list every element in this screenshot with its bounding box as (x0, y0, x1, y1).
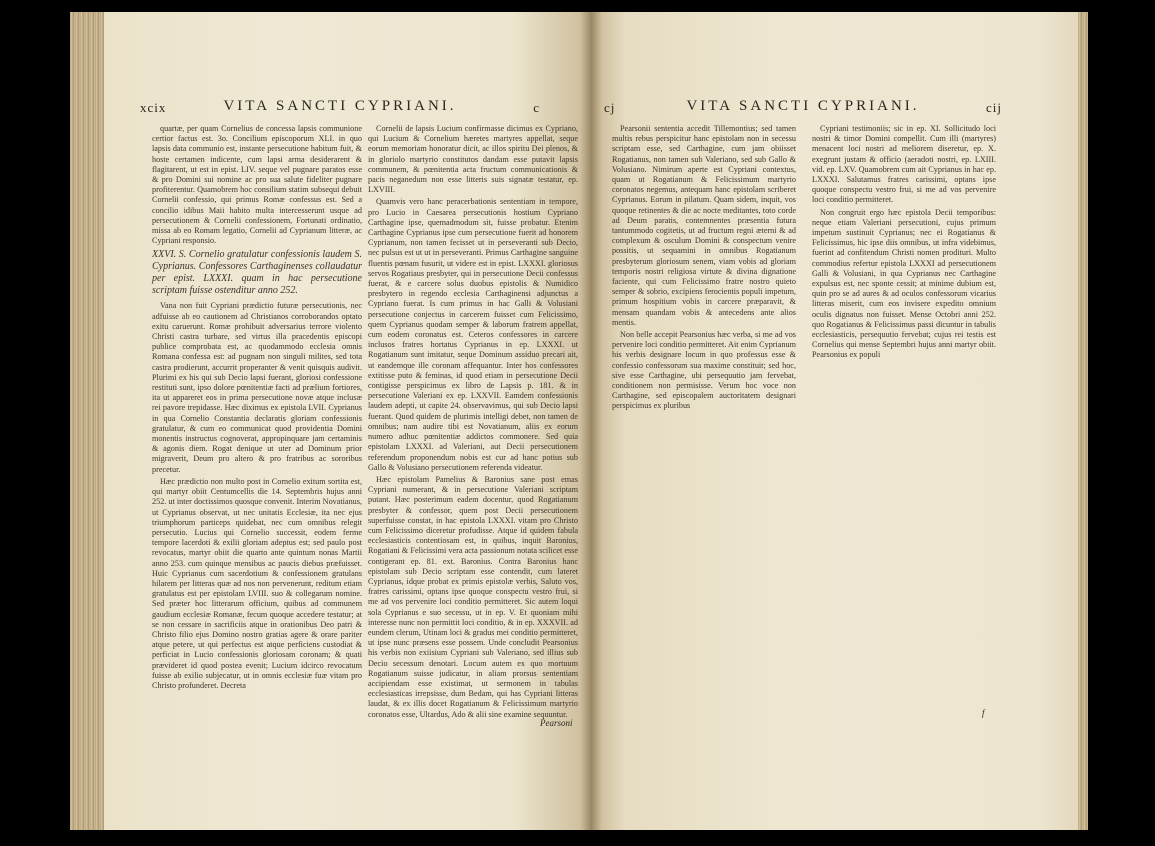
paragraph: Cornelii de lapsis Lucium confirmasse dicimus ex Cypriano, qui Lucium & Cornelium hæretes martyres appellat, seque eorum memoriam honoratur dicit, ac illos spiritu Dei plenos, & in gloriolo martyrio constitutos dandam esse putavit lapsis communem, & pœnitentia acta fructum communicationis & pacis neganedum non esse litteris suis signatæ testatur, ep. LXVIII. (368, 124, 578, 195)
paragraph: Cypriani testimoniis; sic in ep. XI. Sollicitudo loci nostri & timor Domini compellit. Cum illi (martyres) menacent loci nostri ad meliorem diseretur, ep. X. exegrunt justam & officio (aeradoti nostri, ep. LXIII. vid. ep. LXV. Quamobrem cum ait Cyprianus in hac ep. LXXXI. Salutamus fratres carissimi, optans ipse quoque conspectu vestro frui, si me ad vos pervenire loci conditio permitteret. (812, 124, 996, 205)
text-column-1 (152, 124, 362, 693)
page-number: xcix (140, 100, 167, 115)
running-title: VITA SANCTI CYPRIANI. (686, 98, 920, 114)
page-number-left: cj (604, 100, 616, 115)
signature-mark: f (982, 708, 985, 718)
paragraph: Pearsonii sententia accedit Tillemontius; sed tamen multis rebus perspicitur hanc epistolam non in secessu scriptam esse, sed Carthagine, cum jam obiisset Rogatianus, non tamen sub Valeriano, sed sub Gallo & Volusiano. Nimirum aperte est Cypriani contextus, quam ut Rogatianum & Felicissimum martyrio coronatos negemus, antequam hanc epistolam scriberet Cyprianus. Eorum in pilatum. Quam sidem, inquit, vos quoque retinentes & die ac nocte meditantes, toto corde ad Deum paratis, contemnentes præsentia futura tantummodo cogitetis, ut ad fructum regni æterni & ad complexum & osculum Domini & conspectum venire possitis, ut sequamini in omnibus Rogatianum presbyterum gloriosum senem, viam vobis ad gloriam temporis nostri religiosa virtute & divina dignatione faciente, qui cum Felicissimo fratre nostro quieto semper & sobrio, excipiens ferocientis populi impetum, primum hospitium vobis in carcere præparavit, & mensam quandam vobis & antecedens ante alios mentis. (612, 124, 796, 327)
paragraph: Quamvis vero hanc peracerbationis sententiam in tempore, pro Lucio in Caesarea persecutionis hostium Cypriano Carthagine ipse, quemadmodum sit, fuisse probatur. Etenim Carthagine Cyprianus ipse cum persecutione fuerit ad honorem Cyprianum, non tamen fecisset ut in perseveranti sub Decio, nec pulsus est ut ut in perseveranti. Primus Carthagine sanguine fluentis pœnam fusurit, ut videre est in epist. LXXXI. gloriosus servos Rogatiaus presbyter, qui in persecutione Decii confessus fuerat, & e carcere solus duobus epistolis & Numidico presbytero in regendo ecclesia Carthaginensi adjunctus a Cypriano fuerat. Is cum primus in hac Galli & Volusiani persecutione conjectus in carcerem fuisset cum Felicissimo, quem Cyprianus quodam semper & laborum fratrem appellat, cum eodem coronatus est. Ceteros confessores in carcere inclusos fratres hortatus Cyprianus in ep. LXXXI. ut Rogatianum sunt imitatur, seque Dominum assiduo precari ait, ut eandemque ille coronam affequantur. Inter hos confessores extitisse puto & feminas, id quod etiam in persecutione Decii contigisse perspicimus ex libro de Lapsis p. 181. & in persecutione Valeriani ex ep. LXXVII. Eamdem confessionis laudem adepti, ut capite 24. observavimus, qui sub Decio lapsi fuerant. Quod quidem de plurimis intelligi debet, non tamen de omnibus; nam audire tibi est Novatianum, aliis ex eorum numero adhuc pœnitentiæ addictos commonere. Sed quia epistolam LXXXI. ad Valeriani, aut Decii persecutionem referendum proponendum nobis est cur ad hanc potius sub Gallo & Volusiano persecutionem referenda videatur. (368, 197, 578, 472)
paragraph: Hæc epistolam Pamelius & Baronius sane post emas Cypriani numerant, & in persecutione Valeriani scriptam putant. Hæc posterimum eadem docentur, quod Rogatianum presbyter & confessor, quem post Decii persecutionem superfuisse constat, in hac epistola LXXXI. vitam pro Christo cum Felicissimo diceretur profudisse. Atque id quidem fabula ecclesiasticis contentiosam est, in quibus, inquit Baronius, Rogatiani & Felicissimi vera acta passionum notata scilicet esse contigerant ep. 81. ext. Baronius. Contra Baronius hanc epistolam sub Decio scriptam esse contendit, cum lateret Cyprianus, idque probat ex primis epistolæ verbis, Saluto vos, fratres carissimi, optans ipse quoque conspectu vestro frui, si me ad vos pervenire loci conditio permitteret. Sic autem loqui sola Cyprianus e suo secessu, ut in ep. V. Et quoniam mihi interesse nunc non permittit loci conditio, & in ep. XXXVII. ad eundem clerum, Utinam loci & gradus mei conditio permitteret, ut ipse nunc præsens esse possem. Unde concludit Pearsonius his verbis non exiisium Cypriani sub Valeriano, sed illius sub Decio secessum denotari. Locum autem ex quo mortuum Rogatianum suisse judicatur, in aliam prorsus sententiam accipiendam esse existimat, ut sermonem in tabulas ecclesiasticas irrepsisse, dum Bedam, qui has Cypriani litteras laudat, & ex illis docet Rogatianum & Felicissimum martyrio coronatos esse, Ultardus, Ado & alii sine examine sequuntur. (368, 474, 578, 719)
section-heading: XXVI. S. Cornelio gratulatur confessionis laudem S. Cyprianus. Confessores Carthaginenses collaudatur per epist. LXXXI. quam in hac persecutione scriptam fuisse ostenditur anno 252. (152, 249, 362, 297)
page-edges (70, 12, 104, 830)
open-book (70, 12, 1088, 830)
left-page (70, 12, 590, 830)
text-column-2 (812, 124, 996, 363)
right-header (604, 98, 1002, 118)
signature-mark: c (533, 100, 540, 115)
right-page (590, 12, 1088, 830)
page-number: cij (986, 100, 1002, 115)
paragraph: Hæc prædictio non multo post in Cornelio exitum sortita est, qui martyr obiit Centumcellis die 14. Septembris hujus anni 252. ut inter doctissimos quosque convenit. Interim Novatianus, ut Cyprianus observat, ut nec unitatis Ecclesiæ, ita nec ejus triumphorum particeps quidebat, nec cum omnibus relegit persecutio. Lucius qui Cornelio successit, eodem ferme tempore lacerdoti & exilii gloriam adeptus est; sed paulo post revocatus, martyr obiit die quarto ante quintum nonas Martii anno 253. cum quinque mensibus ac paucis diebus præfuisset. Huic Cyprianus cum sacerdotium & confessionem gratulans hilarem per litteras quæ ad nos non pervenerunt, reditum etiam gratulatus est per epistolam LVIII. suo & collegarum nomine. Sed præter hoc litterarum officium, quibus ad communem gaudium ecclesiæ Romanæ, fecum quoque accedere testatur; at se non cessare in sacrificiis atque in orationibus Deo patri & Christo filio ejus Domino nostro gratias agere & orare pariter atque petere, ut qui perfectus est atque perficiens custodiat & perficiat in Lucio confessionis gloriosam coronam; & quati prævideret id quod postea evenit; Lucium idcirco revocatum fuisse ab exilio subjecatur, ut in omnis ecclesiæ fuæ vitam pro Christo profunderet. Decreta (152, 476, 362, 690)
text-column-1 (612, 124, 796, 414)
running-title: VITA SANCTI CYPRIANI. (223, 98, 457, 114)
page-edges (1078, 12, 1088, 830)
paragraph: Non congruit ergo hæc epistola Decii temporibus: neque etiam Valeriani persecutioni, cujus primum impetum sustinuit Cyprianus; nec ei Rogatianus & Felicissimus, hic ipse diis omnibus, ut infra videbimus, fuerint ad confitendum Christi nomen prodituri. Multo commodius refertur epistola LXXXI ad persecutionem Galli & Volusiani, in qua Cyprianus nec Carthagine expulsus est, nec sponte cessit; at minime dubium est, quin pro se ad aures & ad oculos confessorum vicarius litteras miserit, cum eos invisere expedito omnium oculis dignatus non fuisset. Mense Octobri anni 252. quo Rogatianus & Felicissimus passi dicuntur in tabulis ecclesiasticis, persequutio fervebat; cujus rei testis est Cornelius qui mense Septembri hujus anni martyr obiit. Pearsonius ex populi (812, 207, 996, 360)
text-column-2 (368, 124, 578, 722)
paragraph: Non belle accepit Pearsonius hæc verba, si me ad vos pervenire loci conditio permitteret. Ait enim Cyprianum his verbis designare locum in quo professus esse & confessio confessorum sua maxime constituit; sed hoc, sive esse Carthagine, ubi persequutio jam fervebat, conditionem non permisisse. Verum hoc voce non Carthagine, sed episcopalem auctoritatem designari perspicimus ex pluribus (612, 330, 796, 411)
paragraph: quartæ, per quam Cornelius de concessa lapsis communione certior factus est. 3o. Concilium episcoporum XLI. in quo lapsis data communio est, instante persecutione habitum fuit, & hoste certamen indicente, cum lapsi arma desiderarent & flagitarent, ut est in epist. LIV. seque vel pugnare paratos esse & pro Domini sui nomine ac pro sua salute fideliter pugnare profiterentur. Quamobrem hoc consilium statim subsequi debuit Cornelii confessio, qui primus Romæ confessus est. Sed a concilio idibus Maii habito multa intercesserunt usque ad persecutionem & Cornelii confessionem, Fortunati ordinatio, missa ab eo Romam legatio, Cornelii ad Cyprianum litteræ, ac Cypriani responsio. (152, 124, 362, 246)
paragraph: Vana non fuit Cypriani prædictio futuræ persecutionis, nec adfuisse ab eo cautionem ad Christianos corroborandos optato exitu caruerunt. Romæ prohibuit adversarius terrore violento Christi castra turbare, sed virtus illa pracedentis episcopi publice comprobata est, ac quodammodo ecclesia omnis Romana confessa est: ad pugnam non singuli milites, sed tota castra prodierunt, accurrit properanter & venit quisquis audivit. Plurimi ex his qui sub Decio lapsi fuerant, gloriosi confessione restituti sunt, ipso dolore pœnitentiæ facti ad prælium fortiores, ita ut appareret eos in prima persecutione novæ atque inclusæ rei pavore trepidasse. Hæc diximus ex epistola LVII. Cyprianus in qua Cornelio Constantia declaratis gloriam confessionis gratulatur, & cum eo communicat quod providentia Domini monentis instructus cognoverat, appropinquare jam certaminis & agonis diem. Rogat denique ut uter ad Dominum prior migraverit, Deum pro altero & pro fratribus ac sororibus precetur. (152, 301, 362, 474)
catchword: Pearsoni (540, 718, 573, 728)
book-gutter (580, 12, 602, 830)
left-header (140, 98, 540, 118)
